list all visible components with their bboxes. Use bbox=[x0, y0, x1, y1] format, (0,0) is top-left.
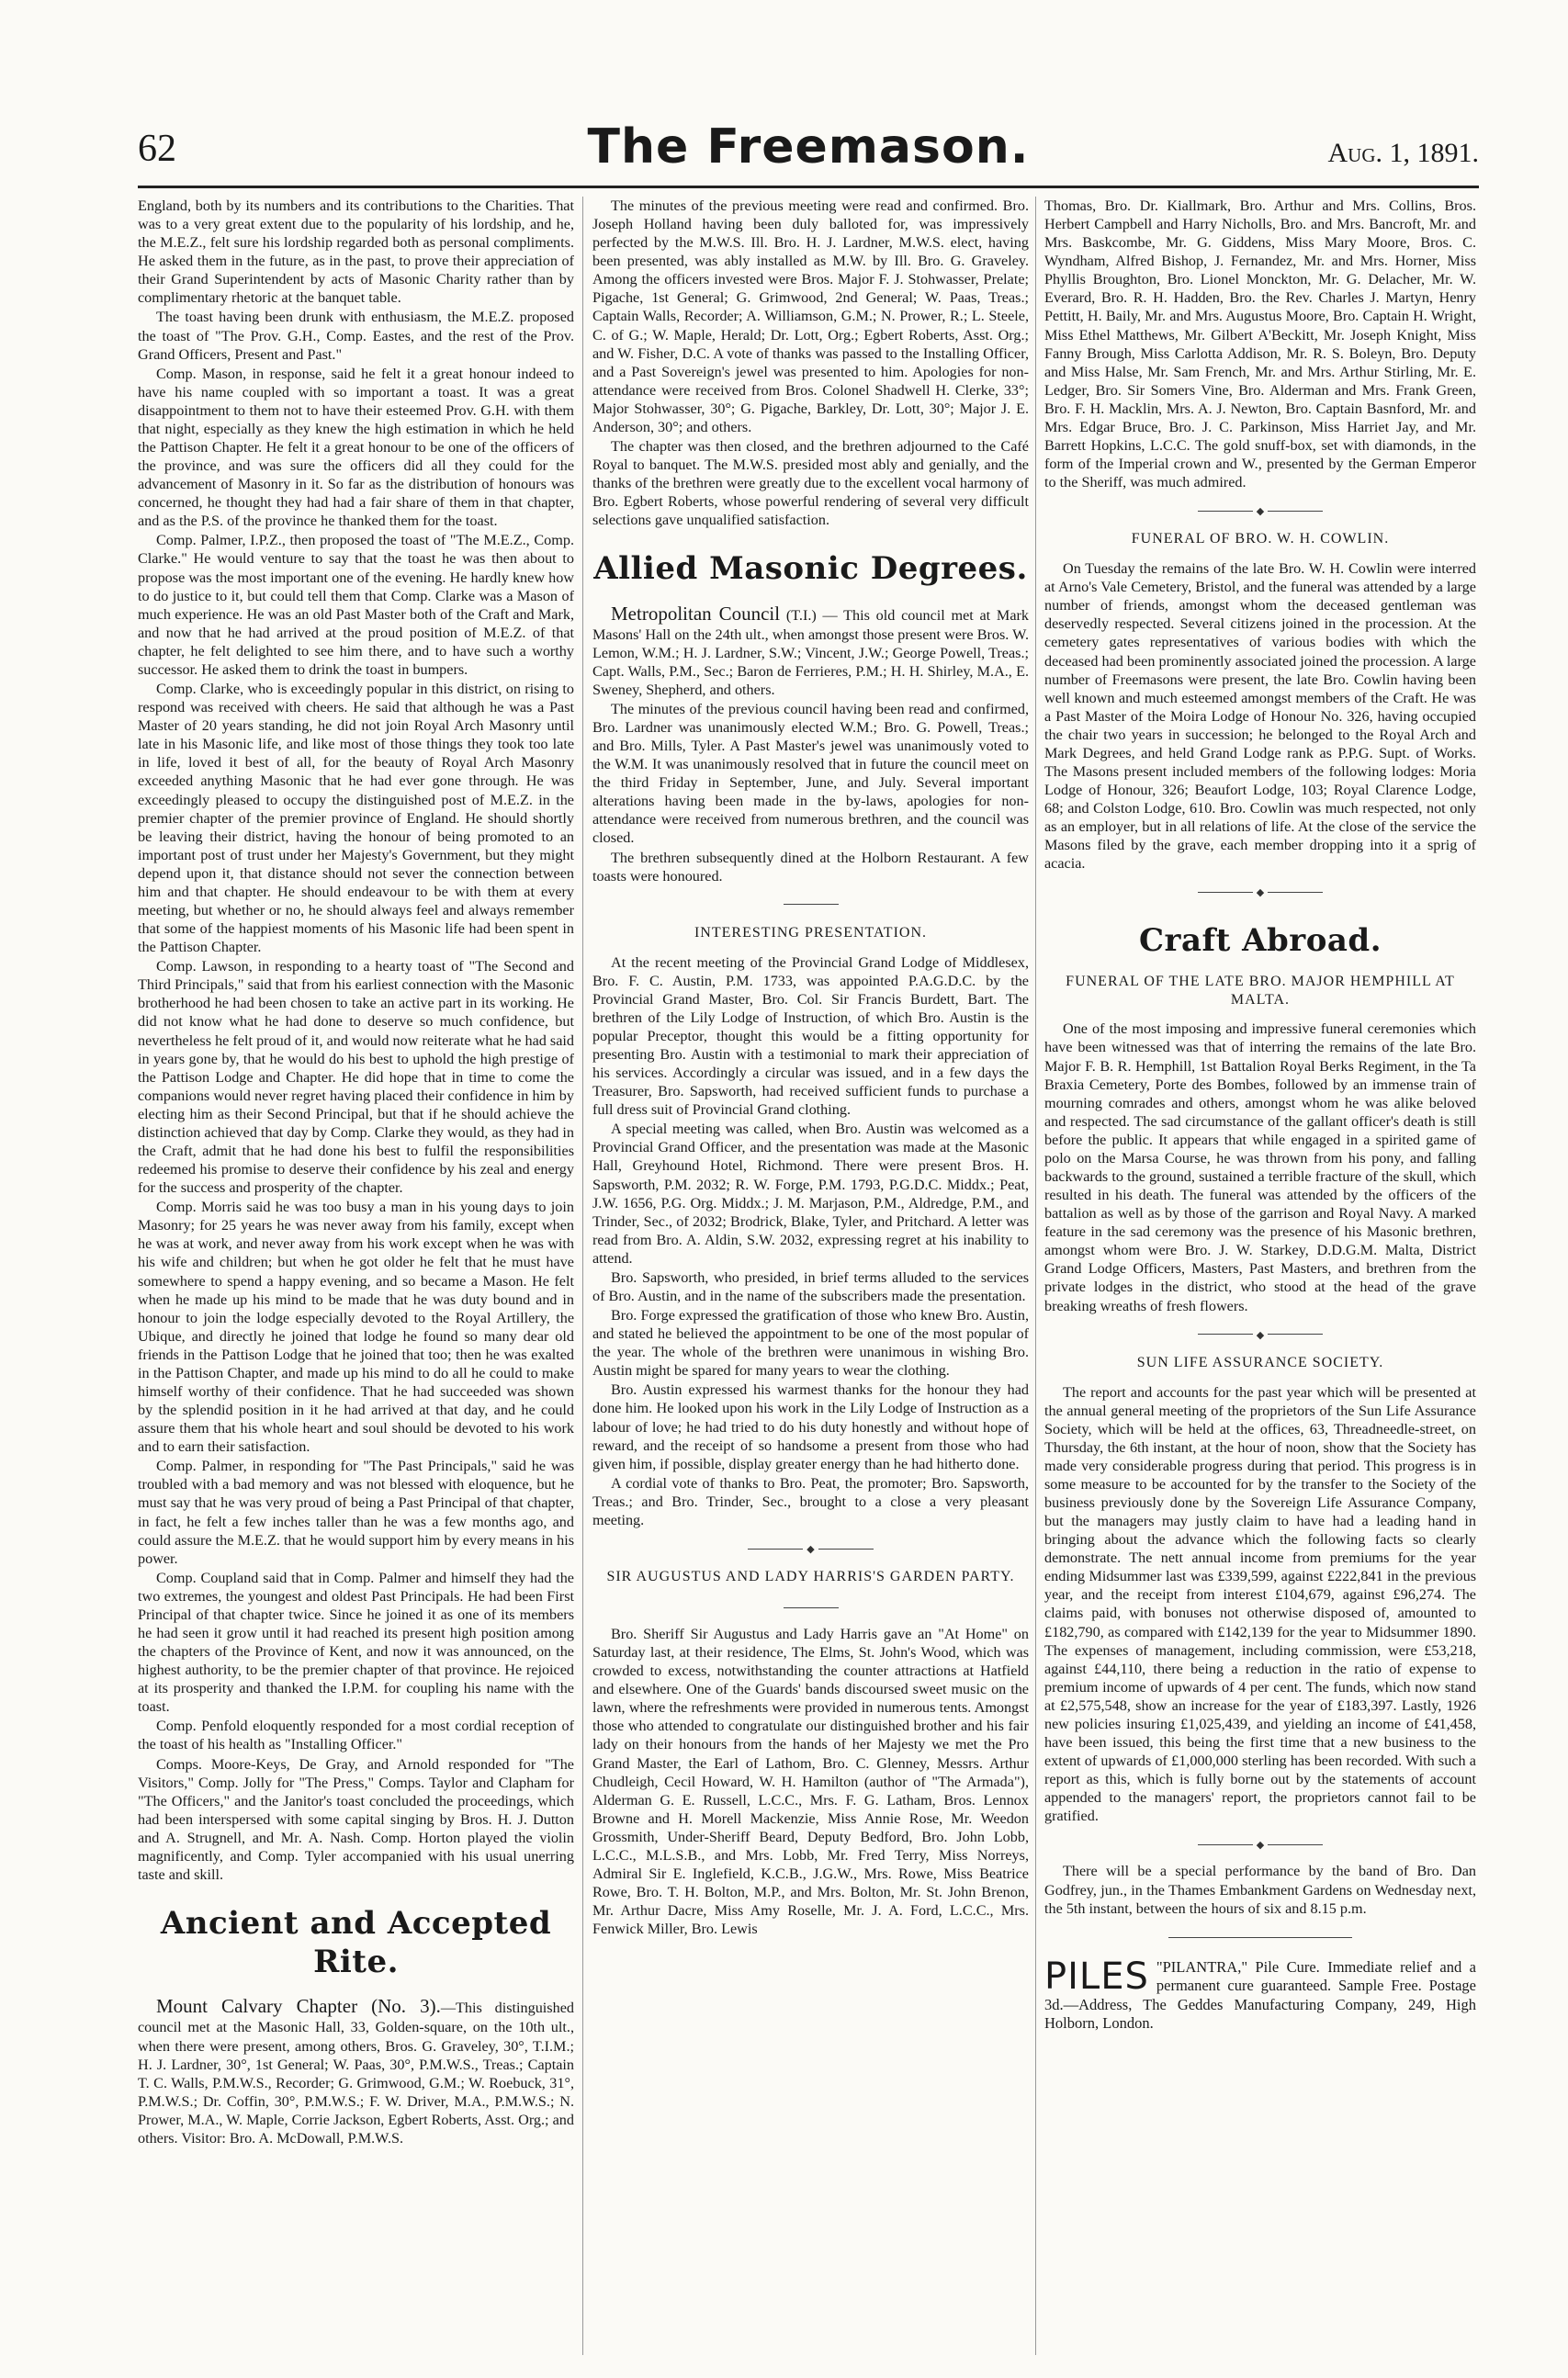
article-paragraph: There will be a special performance by the band of Bro. Dan Godfrey, jun., in the Thames Embankment Gardens on Wednesday next, the 5th instant, between the hours of six and 8.15 p.m. bbox=[1044, 1863, 1476, 1917]
column-3 bbox=[1044, 197, 1476, 2355]
article-paragraph: The minutes of the previous meeting were read and confirmed. Bro. Joseph Holland having been duly balloted for, was impressively perfected by the M.W.S. Ill. Bro. H. J. Lardner, M.W.S. elect, having been presented, was ably installed as M.W. by Ill. Bro. G. Graveley. Among the officers invested were Bros. Major F. J. Stohwasser, Prelate; Pigache, 1st General; G. Grimwood, 2nd General; W. Paas, Treas.; Captain Walls, Recorder; A. Williamson, G.M.; N. Prower, R.; L. Steele, C. of G.; W. Maple, Herald; Dr. Lott, Org.; Egbert Roberts, Asst. Org.; and W. Fisher, D.C. A vote of thanks was passed to the Installing Officer, and a Past Sovereign's jewel was presented to him. Apologies for non-attendance were received from Bros. Colonel Shadwell H. Clerke, 33°; Major Stohwasser, 30°; G. Pigache, Barkley, Dr. Lott, 30°; Major J. E. Anderson, 30°; and others. bbox=[592, 197, 1029, 435]
advertisement bbox=[1044, 1955, 1476, 2034]
separator: ◆ bbox=[592, 1538, 1029, 1557]
column-2 bbox=[592, 197, 1029, 2355]
article-heading: SUN LIFE ASSURANCE SOCIETY. bbox=[1136, 1354, 1384, 1370]
separator: ◆ bbox=[1044, 1324, 1476, 1343]
header-rule bbox=[138, 186, 1479, 188]
page-header bbox=[138, 119, 1479, 193]
article-paragraph: A cordial vote of thanks to Bro. Peat, the promoter; Bro. Sapsworth, Treas.; and Bro. Trinder, Sec., brought to a close a very pleasant meeting. bbox=[592, 1474, 1029, 1528]
article-paragraph: The minutes of the previous council having been read and confirmed, Bro. Lardner was unanimously elected W.M.; Bro. G. Powell, Treas.; and Bro. Mills, Tyler. A Past Master's jewel was unanimously voted to the W.M. It was unanimously resolved that in future the council meet on the third Friday in September, June, and July. Several important alterations having been made in the by-laws, apologies for non-attendance were received from numerous brethren, and the council was closed. bbox=[592, 700, 1029, 847]
article-paragraph: Comp. Palmer, I.P.Z., then proposed the toast of "The M.E.Z., Comp. Clarke." He would venture to say that the toast he was then about to propose was the most important one of the evening. He hardly knew how to do justice to it, but could tell them that Comp. Clarke was a Mason of much experience. He was an old Past Master both of the Craft and Mark, and now that he had arrived at the proud position of M.E.Z. of that chapter, he felt delighted to see him there, and to have such a worthy successor. He asked them to drink the toast in bumpers. bbox=[138, 532, 574, 678]
article-paragraph: One of the most imposing and impressive funeral ceremonies which have been witnessed was that of interring the remains of the late Bro. Major F. B. R. Hemphill, 1st Battalion Royal Berks Regiment, in the Ta Braxia Cemetery, Porte des Bombes, followed by an immense train of mourning comrades and others, amongst whom he was alike beloved and respected. The sad circumstance of the gallant officer's death is still before the public. It appears that while engaged in a spirited game of polo on the Marsa Course, he was thrown from his pony, and falling backwards to the ground, sustained a terrible fracture of the skull, which resulted in his death. The funeral was attended by the officers of the battalion as well as by those of the garrison and Royal Navy. A marked feature in the sad ceremony was the presence of his Masonic brethren, amongst whom were Bro. J. W. Starkey, D.D.G.M. Malta, District Grand Lodge Officers, Masters, Past Masters, and brethren from the private lodges in the district, who stood at the head of the grave breaking wreaths of fresh flowers. bbox=[1044, 1020, 1476, 1314]
article-paragraph: Comp. Palmer, in responding for "The Past Principals," said he was troubled with a bad memory and was not blessed with eloquence, but he must say that he was very proud of being a Past Principal of that chapter, in fact, he felt a few inches taller than he was a few months ago, and could assure the M.E.Z. that he would support him by every means in his power. bbox=[138, 1458, 574, 1567]
article-paragraph: Comp. Morris said he was too busy a man in his young days to join Masonry; for 25 years he was never away from his family, except when he was at work, and never away from his work except when he was with his wife and children; but when he got older he felt that he must have somewhere to spend a happy evening, and so became a Mason. He felt when he made up his mind to be made that he was duty bound and in honour to join the lodge especially devoted to the Royal Artillery, the Ubique, and directly he joined that lodge he found so many dear old friends in the Pattison Lodge that he joined that too; then he was exalted in the Pattison Chapter, and made up his mind to do all he could to make himself worthy of their confidence. That he had succeeded was shown by the splendid position in it he had arrived at that day, and he could assure them that his whole heart and soul should be devoted to his work and to earn their satisfaction. bbox=[138, 1199, 574, 1456]
article-paragraph: The toast having been drunk with enthusiasm, the M.E.Z. proposed the toast of "The Prov. G.H., Comp. Eastes, and the rest of the Prov. Grand Officers, Present and Past." bbox=[138, 309, 574, 363]
article-paragraph: Bro. Forge expressed the gratification of those who knew Bro. Austin, and stated he believed the appointment to be one of the most popular of the year. The whole of the brethren were unanimous in wishing Bro. Austin might be spared for many years to wear the clothing. bbox=[592, 1307, 1029, 1380]
page-number: 62 bbox=[138, 128, 176, 170]
column-1 bbox=[138, 197, 574, 2355]
article-heading: INTERESTING PRESENTATION. bbox=[694, 924, 928, 941]
separator: ◆ bbox=[1044, 1834, 1476, 1853]
article-paragraph: The brethren subsequently dined at the Holborn Restaurant. A few toasts were honoured. bbox=[592, 849, 1029, 885]
column-divider bbox=[582, 197, 583, 2355]
article-heading: FUNERAL OF THE LATE BRO. MAJOR HEMPHILL AT MALTA. bbox=[1066, 973, 1455, 1008]
column-divider bbox=[1035, 197, 1036, 2355]
separator: ◆ bbox=[1044, 501, 1476, 519]
article-paragraph: Comp. Mason, in response, said he felt it a great honour indeed to have his name coupled with so important a toast. It was a great disappointment to them not to have their esteemed Prov. G.H. with them that night, especially as they knew the high estimation in which he held the Pattison Chapter. He felt it a great honour to be one of the officers of the province, and was sure the officers did all they could for the advancement of Masonry in it. So far as the distribution of honours was concerned, he thought they had had a fair share of them in that chapter, and as the P.S. of the province he thanked them for the toast. bbox=[138, 365, 574, 530]
article-paragraph: —This distinguished council met at the Masonic Hall, 33, Golden-square, on the 10th ult., when there were present, among others, Bros. G. Graveley, 30°, T.I.M.; H. J. Lardner, 30°, 1st General; W. Paas, 30°, P.M.W.S., Treas.; Captain T. C. Walls, P.M.W.S., Recorder; G. Grimwood, G.M.; W. Roebuck, 31°, P.M.W.S.; Dr. Coffin, 30°, P.M.W.S.; F. W. Driver, M.A., P.M.W.S.; N. Prower, M.A., W. Maple, Corrie Jackson, Egbert Roberts, Asst. Org.; and others. Visitor: Bro. A. McDowall, P.M.W.S. bbox=[138, 2000, 574, 2147]
article-paragraph: (T.I.) — This old council met at Mark Masons' Hall on the 24th ult., when amongst those present were Bros. W. Lemon, W.M.; H. J. Lardner, S.W.; Vincent, J.W.; George Powell, Treas.; Capt. Walls, P.M., Sec.; Baron de Ferrieres, P.M.; H. H. Shirley, M.A., E. Sweney, Shepherd, and others. bbox=[592, 606, 1029, 698]
article-paragraph: Comp. Penfold eloquently responded for a most cordial reception of the toast of his health as "Installing Officer." bbox=[138, 1718, 574, 1753]
section-heading: Craft Abroad. bbox=[1138, 921, 1382, 959]
separator bbox=[592, 895, 1029, 913]
ad-headline: PILES bbox=[1044, 1955, 1149, 1998]
article-heading: FUNERAL OF BRO. W. H. COWLIN. bbox=[1131, 531, 1390, 547]
separator bbox=[1044, 1927, 1476, 1945]
masthead-title: The Freemason. bbox=[587, 119, 1030, 175]
article-paragraph: Thomas, Bro. Dr. Kiallmark, Bro. Arthur and Mrs. Collins, Bros. Herbert Campbell and Harry Nicholls, Bro. and Mrs. Bancroft, Mr. and Mrs. Baskcombe, Mr. G. Giddens, Miss Mary Moore, Bros. C. Wyndham, Alfred Bishop, J. Fernandez, Mr. and Mrs. Horner, Miss Phyllis Broughton, Bro. Lionel Monckton, Mr. G. Delacher, Mr. W. Everard, Bro. R. H. Hadden, Bro. the Rev. Charles J. Martyn, Henry Pettitt, H. Baily, Mr. and Mrs. Augustus Moore, Bro. Captain H. Wright, Miss Ethel Matthews, Mr. Gilbert A'Beckitt, Mr. Joseph Knight, Miss Fanny Brough, Miss Carlotta Addison, Mr. R. S. Boleyn, Bro. Deputy and Miss Halse, Mr. Sam French, Mr. and Mrs. Arthur Stirling, Mr. E. Ledger, Bro. Sir Somers Vine, Bro. Alderman and Mrs. Frank Green, Bro. F. H. Macklin, Mrs. A. J. Newton, Bro. Captain Basnford, Mr. and Mrs. Edgar Bruce, Bro. J. C. Parkinson, Miss Harriet Jay, and Mr. Barrett Hopkins, L.C.C. The gold snuff-box, set with diamonds, in the form of the Imperial crown and W., presented by the German Emperor to the Sheriff, was much admired. bbox=[1044, 197, 1476, 491]
article-paragraph: Comp. Lawson, in responding to a hearty toast of "The Second and Third Principals," said that from his earliest connection with the Masonic brotherhood he had been chosen to take an active part in its working. He did not know what he had done to deserve so much confidence, but nevertheless he felt proud of it, and would now reiterate what he had said in years gone by, that he would do his best to uphold the high prestige of the Pattison Lodge and Chapter. He did hope that in time to come the companions would never regret having placed their confidence in him by electing him as their Second Principal, but that if he should achieve the distinction achieved that day by Comp. Clarke they would, as they had in the Craft, admit that he had done his best to fulfil the responsibilities redeemed his promise to deserve their confidence by his zeal and energy for the success and prosperity of the chapter. bbox=[138, 958, 574, 1197]
article-paragraph: Bro. Austin expressed his warmest thanks for the honour they had done him. He looked upon his work in the Lily Lodge of Instruction as a labour of love; he had tried to do his duty honestly and without hope of reward, and the receipt of so handsome a present from those who had given him, if possible, display greater energy than he had hitherto done. bbox=[592, 1381, 1029, 1472]
article-paragraph: At the recent meeting of the Provincial Grand Lodge of Middlesex, Bro. F. C. Austin, P.M. 1733, was appointed P.A.G.D.C. by the Provincial Grand Master, Bro. Col. Sir Francis Burdett, Bart. The brethren of the Lily Lodge of Instruction, of which Bro. Austin is the popular Preceptor, thought this would be a fitting opportunity for presenting Bro. Austin with a testimonial to mark their appreciation of his services. Accordingly a circular was issued, and in a few days the Treasurer, Bro. Sapsworth, had received sufficient funds to purchase a full dress suit of Provincial Grand clothing. bbox=[592, 953, 1029, 1119]
ad-text: "PILANTRA," Pile Cure. Immediate relief and a permanent cure guaranteed. Sample Free. Postage 3d.—Address, The Geddes Manufacturing Company, 249, High Holborn, London. bbox=[1044, 1957, 1476, 2033]
article-paragraph: A special meeting was called, when Bro. Austin was welcomed as a Provincial Grand Officer, and the presentation was made at the Masonic Hall, Greyhound Hotel, Richmond. There were present Bros. H. Sapsworth, P.M. 2032; R. W. Forge, P.M. 1793, P.G.D.C. Middx.; Peat, J.W. 1656, P.G. Org. Middx.; J. M. Marjason, P.M., Aldredge, P.M., and Trinder, Sec., of 2032; Brodrick, Blake, Tyler, and Pritchard. A letter was read from Bro. A. Aldin, S.W. 2032, expressing regret at his inability to attend. bbox=[592, 1121, 1029, 1267]
separator bbox=[592, 1597, 1029, 1616]
council-name: Metropolitan Council bbox=[611, 602, 781, 625]
article-paragraph: Bro. Sapsworth, who presided, in brief terms alluded to the services of Bro. Austin, and in the name of the subscribers made the presentation. bbox=[592, 1268, 1029, 1304]
article-paragraph: Comp. Clarke, who is exceedingly popular in this district, on rising to respond was received with cheers. He said that although he was a Past Master of 20 years standing, he did not join Royal Arch Masonry until late in his Masonic life, and like most of those things they took too late in life, loved it best of all, for the beauty of Royal Arch Masonry exceeded anything Masonic that he had ever gone through. He was exceedingly pleased to occupy the distinguished post of M.E.Z. in the premier chapter of the premier province of England. He should shortly be leaving their district, having the honour of being promoted to an important post of trust under her Majesty's Government, but they might depend upon it, that distance should not sever the connection between him and that chapter. He should endeavour to be with them at every meeting, but whether or no, he should always feel and always remember that some of the happiest moments of his Masonic life had been spent in the Pattison Chapter. bbox=[138, 681, 574, 956]
section-heading: Allied Masonic Degrees. bbox=[593, 550, 1028, 588]
article-paragraph: The chapter was then closed, and the brethren adjourned to the Café Royal to banquet. The M.W.S. presided most ably and genially, and the thanks of the brethren were greatly due to the excellent vocal harmony of Bro. Egbert Roberts, whose powerful rendering of several very difficult selections gave unqualified satisfaction. bbox=[592, 438, 1029, 529]
article-paragraph: Comp. Coupland said that in Comp. Palmer and himself they had the two extremes, the youngest and oldest Past Principals. He had been First Principal of that chapter twice. Since he joined it as one of its members he had seen it grow until it had reached its present high position among the chapters of the Province of Kent, and now it was announced, on the highest authority, to be the premier chapter of that province. He rejoiced at its prosperity and thanked the I.P.M. for coupling his name with the toast. bbox=[138, 1569, 574, 1716]
article-heading: SIR AUGUSTUS AND LADY HARRIS'S GARDEN PARTY. bbox=[606, 1569, 1015, 1585]
article-paragraph: Comps. Moore-Keys, De Gray, and Arnold responded for "The Visitors," Comp. Jolly for "The Press," Comps. Taylor and Clapham for "The Officers," and the Janitor's toast concluded the proceedings, which had been interspersed with some capital singing by Bros. H. J. Dutton and A. Strugnell, and Mr. A. Nash. Comp. Horton played the violin magnificently, and Comp. Tyler accompanied with his usual unerring taste and skill. bbox=[138, 1755, 574, 1884]
lodge-name: Mount Calvary Chapter (No. 3). bbox=[156, 1995, 441, 2018]
separator: ◆ bbox=[1044, 882, 1476, 900]
issue-date: Aug. 1, 1891. bbox=[1327, 138, 1479, 168]
article-paragraph: On Tuesday the remains of the late Bro. W. H. Cowlin were interred at Arno's Vale Cemetery, Bristol, and the funeral was attended by a large number of friends, amongst whom the deceased gentleman was deservedly respected. Several citizens joined in the procession. At the cemetery gates representatives of various bodies with which the deceased had been prominently associated joined the procession. A large number of Freemasons were present, the late Bro. Cowlin having been well known and much esteemed amongst members of the Craft. He was a Past Master of the Moira Lodge of Honour No. 326, having occupied the chair two years in succession; he belonged to the Royal Arch and Mark Degrees, and held Grand Lodge rank as P.P.G. Supt. of Works. The Masons present included members of the following lodges: Moria Lodge of Honour, 326; Beaufort Lodge, 103; Royal Clarence Lodge, 68; and Colston Lodge, 610. Bro. Cowlin was much respected, not only as an employer, but in all relations of life. At the close of the service the Masons filed by the grave, each member dropping into it a sprig of acacia. bbox=[1044, 560, 1476, 873]
article-paragraph: The report and accounts for the past year which will be presented at the annual general meeting of the proprietors of the Sun Life Assurance Society, which will be held at the offices, 63, Threadneedle-street, on Thursday, the 6th instant, at the hour of noon, show that the Society has made very considerable progress during that period. This progress is in some measure to be accounted for by the transfer to the Society of the business previously done by the Sovereign Life Assurance Company, but the managers may justly claim to have had a leading hand in bringing about the advance which the following facts so clearly demonstrate. The nett annual income from premiums for the year ending Midsummer last was £339,599, against £222,841 in the previous year, and the receipt from interest £104,679, against £96,274. The claims paid, with bonuses not otherwise disposed of, amounted to £182,790, as compared with £142,139 for the year to Midsummer 1890. The expenses of management, including commission, were £53,218, against £44,110, there being a reduction in the ratio of expense to premium income of upwards of 4 per cent. The funds, which now stand at £2,575,548, show an increase for the year of £183,397. Lastly, 1926 new policies insuring £1,025,439, and yielding an income of £41,458, have been issued, this being the first time that a new business to the extent of upwards of £1,000,000 sterling has been recorded. With such a report as this, which is fully borne out by the statements of account appended to the managers' report, the proprietors cannot fail to be gratified. bbox=[1044, 1383, 1476, 1825]
article-paragraph: Bro. Sheriff Sir Augustus and Lady Harris gave an "At Home" on Saturday last, at their residence, The Elms, St. John's Wood, which was crowded to excess, notwithstanding the counter attractions at Hatfield and elsewhere. One of the Guards' bands discoursed sweet music on the lawn, where the refreshments were provided in numerous tents. Amongst those who attended to congratulate our distinguished brother and his fair lady on their honours from the hands of her Majesty we met the Pro Grand Master, the Earl of Lathom, Bro. C. Glenney, Messrs. Arthur Chudleigh, Cecil Howard, W. H. Hamilton (author of "The Armada"), Alderman G. E. Russell, L.C.C., Mrs. F. G. Latham, Bros. Lennox Browne and H. Morell Mackenzie, Miss Annie Rose, Mr. Weedon Grossmith, Under-Sheriff Beard, Deputy Bedford, Bro. John Lobb, L.C.C., M.L.S.B., and Mrs. Lobb, Mr. Fred Terry, Miss Norreys, Admiral Sir E. Inglefield, K.C.B., J.G.W., Mrs. Rowe, Miss Beatrice Rowe, Bro. T. H. Bolton, M.P., and Mrs. Bolton, Mr. St. John Brenon, Mr. Arthur Dacre, Miss Amy Roselle, Mr. J. A. Ford, L.C.C., Mrs. Fenwick Miller, Bro. Lewis bbox=[592, 1626, 1029, 1938]
article-paragraph: England, both by its numbers and its contributions to the Charities. That was to a very great extent due to the popularity of his lordship, and he, the M.E.Z., felt sure his lordship regarded both as personal compliments. He asked them in the future, as in the past, to prove their appreciation of their Grand Superintendent by acts of Masonic Charity rather than by complimentary rhetoric at the banquet table. bbox=[138, 197, 574, 307]
section-heading: Ancient and Accepted Rite. bbox=[160, 1905, 552, 1981]
